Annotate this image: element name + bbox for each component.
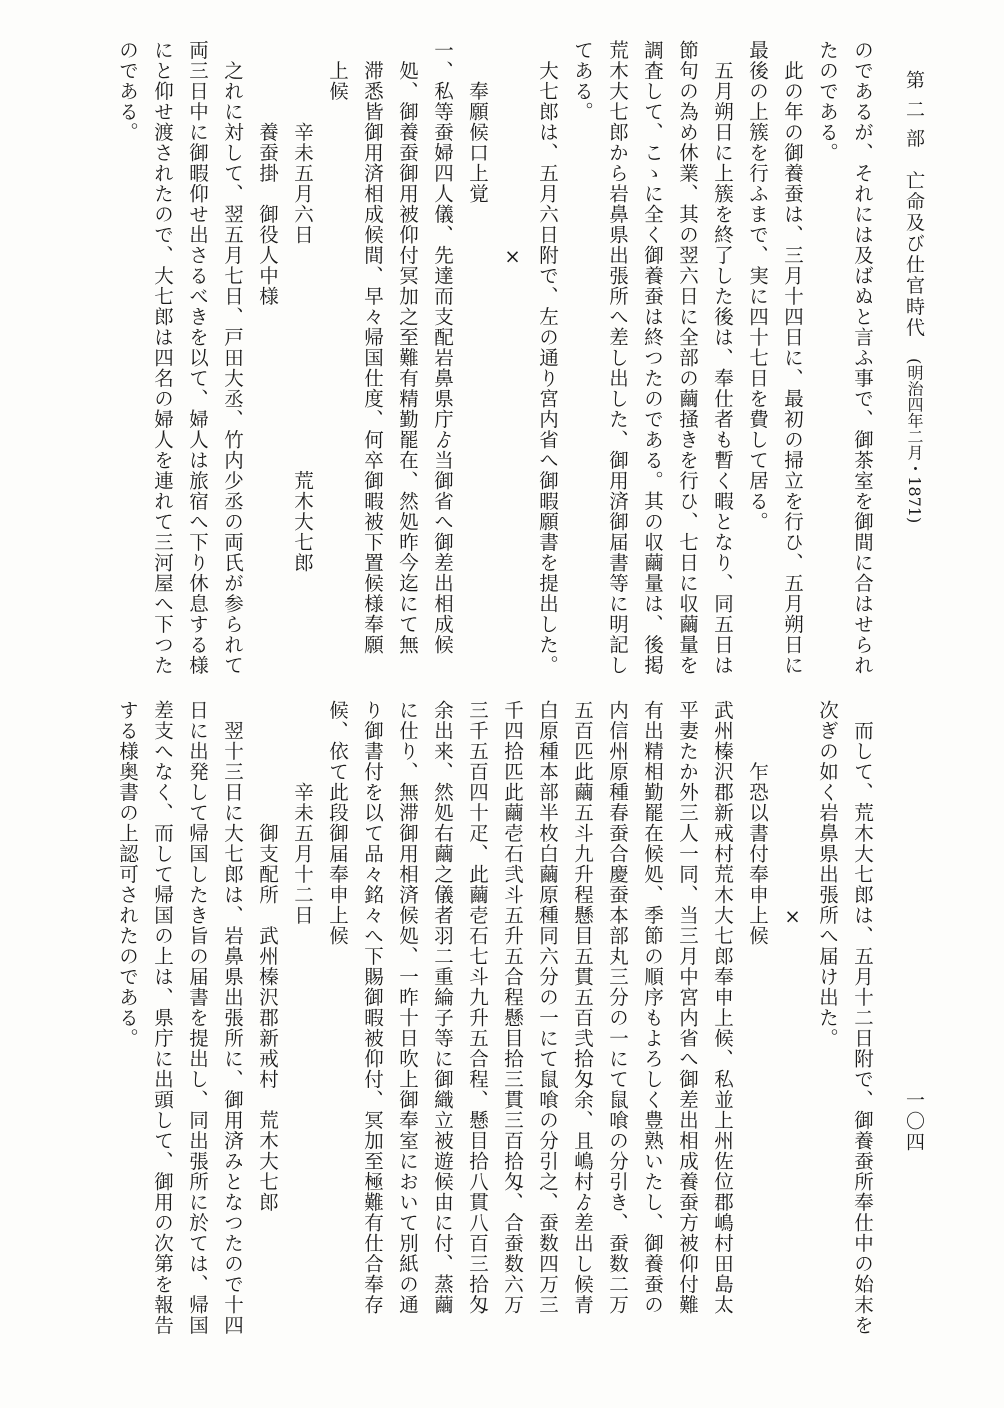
text-line: てある。 [571, 40, 594, 122]
text-line: 処、御養蚕御用被仰付冥加之至難有精勤罷在、然処昨今迄にて無 [396, 40, 419, 655]
text-line: × [501, 40, 524, 269]
text-line: 内信州原種春蚕合慶蚕本部丸三分の一にて鼠喰の分引き、蚕数二万 [606, 700, 629, 1315]
text-line: 平妻たか外三人一同、当三月中宮内省へ御差出相成養蚕方被仰付難 [676, 700, 699, 1315]
text-line: 辛未五月十二日 [291, 700, 314, 926]
text-line: 御支配所 武州榛沢郡新戒村 荒木大七郎 [256, 700, 279, 1213]
text-line: 白原種本部半枚白繭原種同六分の一にて鼠喰の分引之、蚕数四万三 [536, 700, 559, 1315]
text-line: たのである。 [816, 40, 839, 163]
text-line: 乍恐以書付奉申上候 [746, 700, 769, 946]
text-line: 余出来、然処右繭之儀者羽二重綸子等に御織立被遊候由に付、蒸繭 [431, 700, 454, 1315]
text-line: にと仰せ渡されたので、大七郎は四名の婦人を連れて三河屋へ下つた [151, 40, 174, 676]
text-line: 両三日中に御暇仰せ出さるべきを以て、婦人は旅宿へ下り休息する様 [186, 40, 209, 676]
text-line: 之れに対して、翌五月七日、戸田大丞、竹内少丞の両氏が参られて [221, 40, 244, 676]
text-line: 此の年の御養蚕は、三月十四日に、最初の掃立を行ひ、五月朔日に [781, 40, 804, 676]
text-line: する様奥書の上認可されたのである。 [116, 700, 139, 1049]
text-line: 而して、荒木大七郎は、五月十二日附で、御養蚕所奉仕中の始末を [851, 700, 874, 1336]
text-line: 一、私等蚕婦四人儀、先達而支配岩鼻県庁ゟ当御省へ御差出相成候 [431, 40, 454, 655]
upper-text-block [110, 40, 880, 676]
running-header [896, 70, 932, 650]
text-line: 辛未五月六日 荒木大七郎 [291, 40, 314, 573]
text-line: 節句の為め休業、其の翌六日に全部の繭掻きを行ひ、七日に収繭量を [676, 40, 699, 676]
page-number: 一〇四 [903, 1090, 925, 1153]
running-head-title: 第 二 部 亡命及び仕官時代 [903, 70, 925, 339]
text-line: 日に出発して帰国したき旨の届書を提出し、同出張所に於ては、帰国 [186, 700, 209, 1336]
text-line: 五百匹此繭五斗九升程懸目五貫五百弐拾匁余、且嶋村ゟ差出し候青 [571, 700, 594, 1315]
text-line: 奉願候口上覚 [466, 40, 489, 204]
text-line: 差支へなく、而して帰国の上は、県庁に出頭して、御用の次第を報告 [151, 700, 174, 1336]
text-line: に仕り、無滞御用相済候処、一昨十日吹上御奉室において別紙の通 [396, 700, 419, 1315]
text-line: 滞悉皆御用済相成候間、早々帰国仕度、何卒御暇被下置候様奉願 [361, 40, 384, 655]
running-head-era: (明治四年二月・1871) [905, 358, 924, 524]
text-line: 候、依て此段御届奉申上候 [326, 700, 349, 946]
text-line: り御書付を以て品々銘々へ下賜御暇被仰付、冥加至極難有仕合奉存 [361, 700, 384, 1315]
text-line: 千四拾匹此繭壱石弐斗五升五合程懸目拾三貫三百拾匁、合蚕数六万 [501, 700, 524, 1315]
text-line: 上候 [326, 40, 349, 102]
text-line: 武州榛沢郡新戒村荒木大七郎奉申上候、私並上州佐位郡嶋村田島太 [711, 700, 734, 1315]
text-line: 三千五百四十疋、此繭壱石七斗九升五合程、懸目拾八貫八百三拾匁 [466, 700, 489, 1315]
text-line: 荒木大七郎から岩鼻県出張所へ差し出した、御用済御届書等に明記し [606, 40, 629, 676]
text-line: 調査して、こゝに全く御養蚕は終つたのである。其の収繭量は、後掲 [641, 40, 664, 676]
text-line: 大七郎は、五月六日附で、左の通り宮内省へ御暇願書を提出した。 [536, 40, 559, 676]
lower-text-block [110, 700, 880, 1336]
text-line: × [781, 700, 804, 929]
text-line: 翌十三日に大七郎は、岩鼻県出張所に、御用済みとなつたので十四 [221, 700, 244, 1336]
text-line: 有出精相勤罷在候処、季節の順序もよろしく豊熟いたし、御養蚕の [641, 700, 664, 1315]
text-line: のである。 [116, 40, 139, 143]
text-line: 五月朔日に上簇を終了した後は、奉仕者も暫く暇となり、同五日は [711, 40, 734, 676]
text-line: 次ぎの如く岩鼻県出張所へ届け出た。 [816, 700, 839, 1049]
text-line: のであるが、それには及ばぬと言ふ事で、御茶室を御間に合はせられ [851, 40, 874, 676]
text-line: 最後の上簇を行ふまで、実に四十七日を費して居る。 [746, 40, 769, 532]
text-line: 養蚕掛 御役人中様 [256, 40, 279, 307]
